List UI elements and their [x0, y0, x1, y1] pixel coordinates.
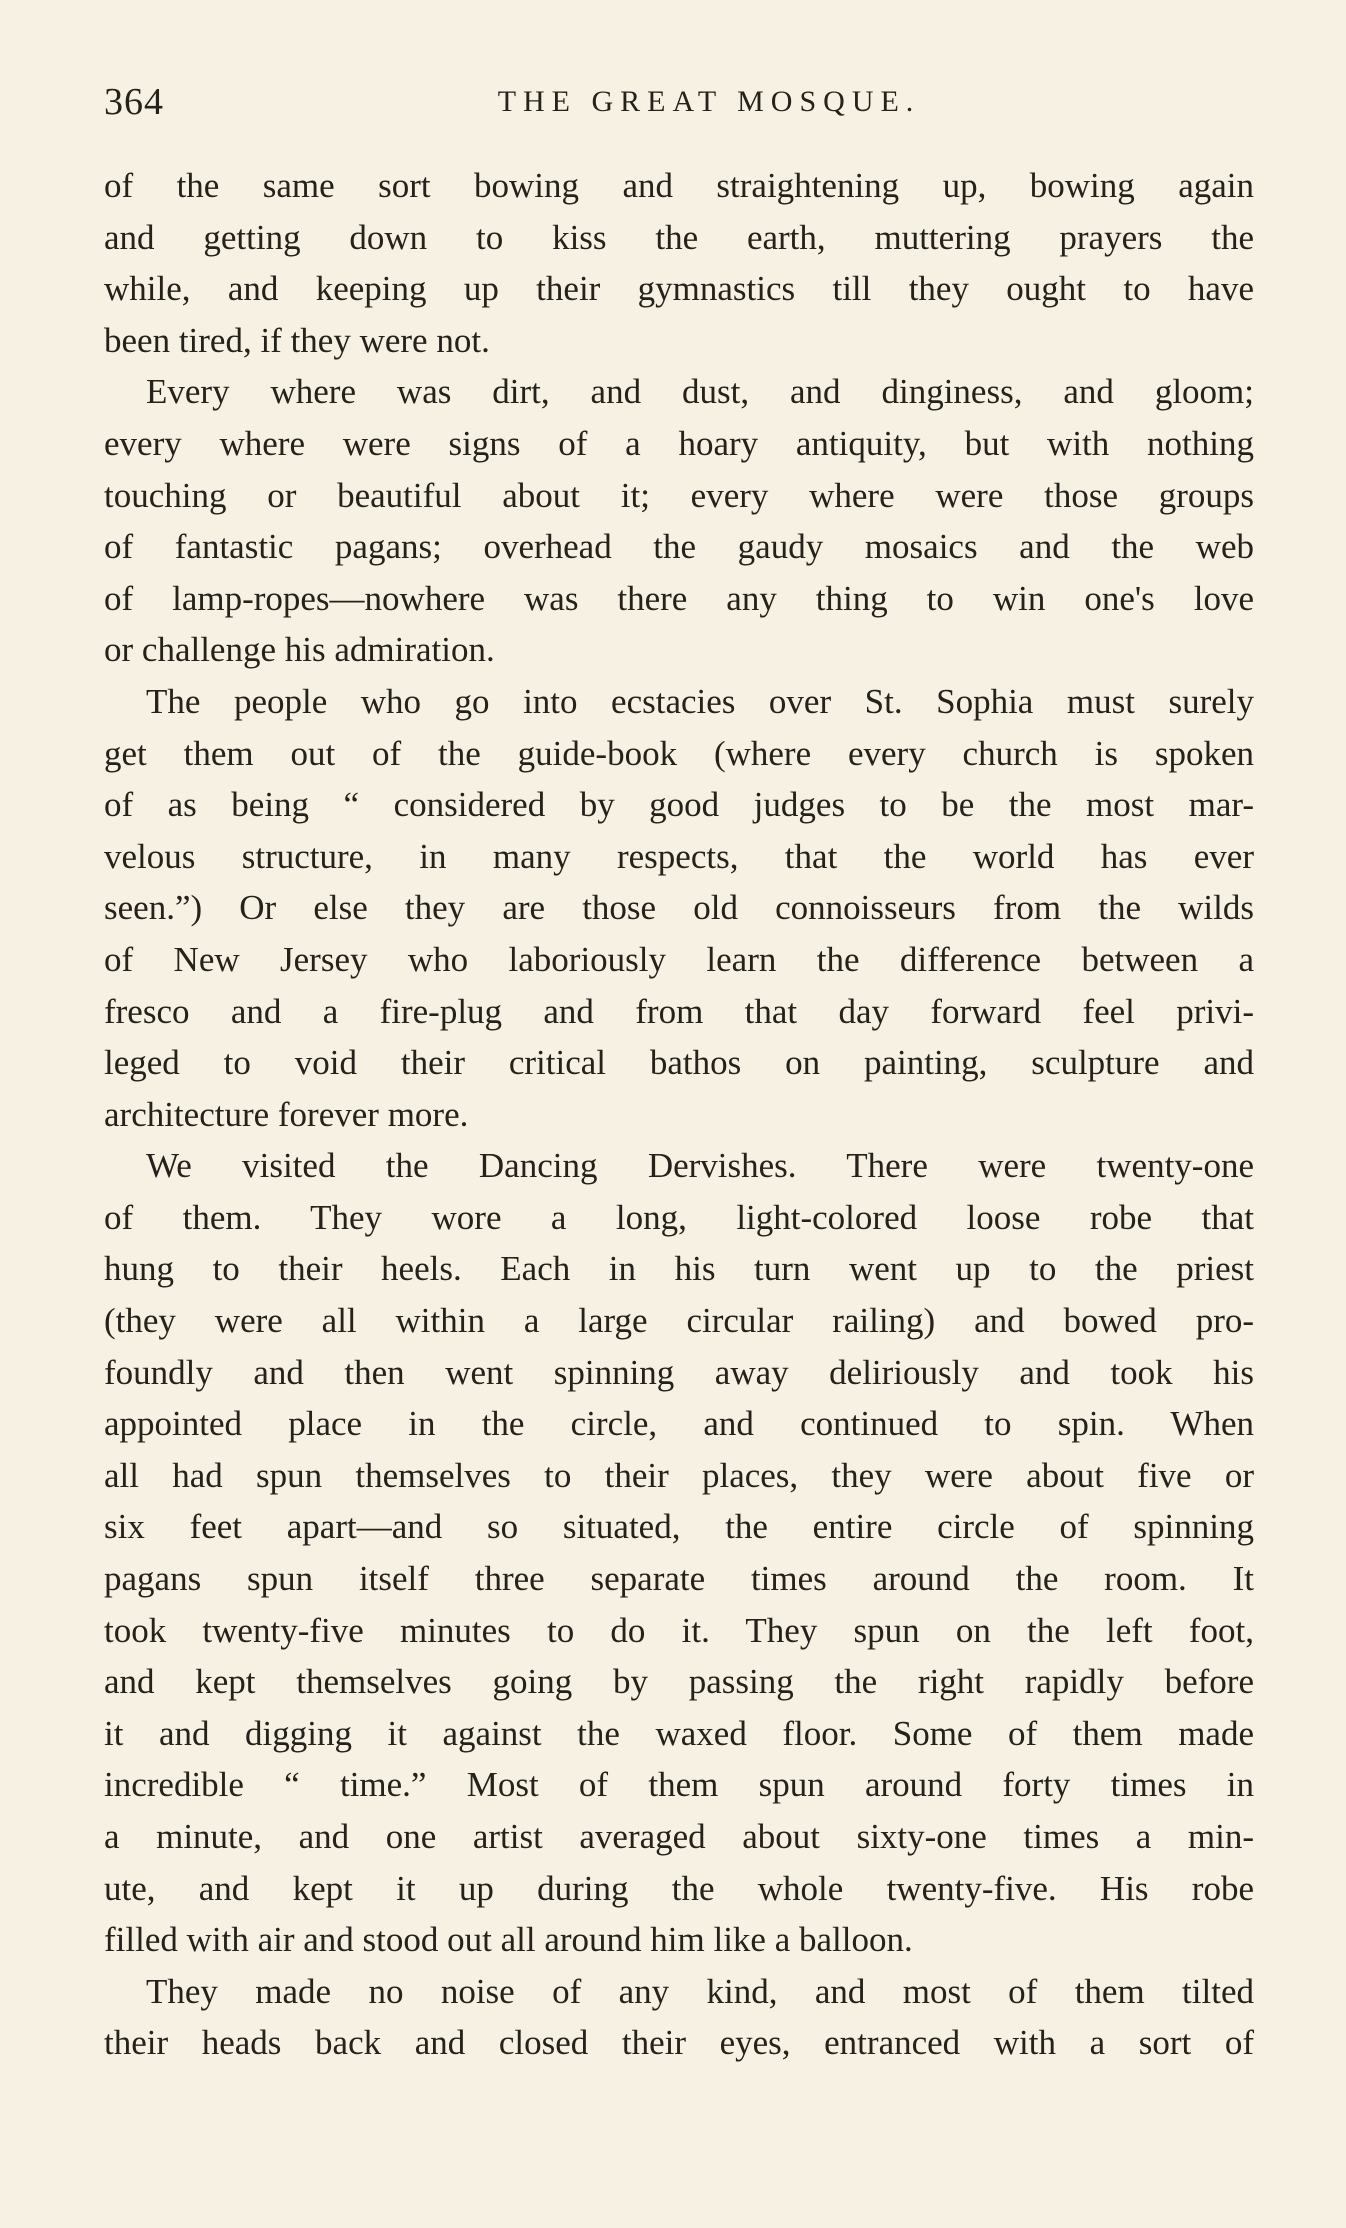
text-line: (they were all within a large circular railing) and bowed pro- — [104, 1301, 1254, 1341]
text-line: get them out of the guide-book (where every church is spoken — [104, 733, 1254, 773]
text-line: appointed place in the circle, and continued to spin. When — [104, 1404, 1254, 1444]
text-line: foundly and then went spinning away deliriously and took his — [104, 1352, 1254, 1392]
text-line: filled with air and stood out all around him like a balloon. — [104, 1920, 913, 1960]
text-line: every where were signs of a hoary antiquity, but with nothing — [104, 423, 1254, 463]
text-line: of as being “ considered by good judges to be the most mar- — [104, 785, 1254, 825]
running-title: THE GREAT MOSQUE. — [497, 85, 921, 118]
text-line: architecture forever more. — [104, 1094, 469, 1134]
text-line: been tired, if they were not. — [104, 320, 490, 360]
text-line: of the same sort bowing and straightening up, bowing again — [104, 166, 1254, 205]
text-line: all had spun themselves to their places, they were about five or — [104, 1455, 1254, 1495]
text-line: their heads back and closed their eyes, entranced with a sort of — [104, 2023, 1254, 2063]
text-line: a minute, and one artist averaged about sixty-one times a min- — [104, 1817, 1254, 1856]
text-line: leged to void their critical bathos on painting, sculpture and — [104, 1043, 1254, 1083]
text-line: took twenty-five minutes to do it. They spun on the left foot, — [104, 1610, 1254, 1650]
paragraph-2 — [104, 366, 1254, 676]
text-line: and kept themselves going by passing the right rapidly before — [104, 1662, 1254, 1702]
paragraph-5 — [104, 1966, 1254, 2069]
text-line: incredible “ time.” Most of them spun around forty times in — [104, 1765, 1254, 1805]
paragraph-3 — [104, 676, 1254, 1140]
text-line: touching or beautiful about it; every where were those groups — [104, 475, 1254, 515]
text-line: it and digging it against the waxed floor. Some of them made — [104, 1713, 1254, 1753]
text-line: fresco and a fire-plug and from that day forward feel privi- — [104, 991, 1254, 1031]
running-head — [104, 78, 1254, 126]
text-line: Every where was dirt, and dust, and dinginess, and gloom; — [146, 372, 1254, 412]
text-line: hung to their heels. Each in his turn went up to the priest — [104, 1249, 1254, 1289]
text-line: or challenge his admiration. — [104, 630, 495, 670]
text-line: of them. They wore a long, light-colored loose robe that — [104, 1197, 1254, 1237]
body-text — [104, 160, 1254, 2069]
text-line: and getting down to kiss the earth, muttering prayers the — [104, 217, 1254, 257]
text-line: of New Jersey who laboriously learn the difference between a — [104, 939, 1254, 979]
text-line: pagans spun itself three separate times around the room. It — [104, 1559, 1254, 1599]
text-line: while, and keeping up their gymnastics till they ought to have — [104, 269, 1254, 309]
paragraph-1 — [104, 160, 1254, 366]
text-line: ute, and kept it up during the whole twenty-five. His robe — [104, 1868, 1254, 1908]
text-line: We visited the Dancing Dervishes. There were twenty-one — [146, 1146, 1254, 1186]
text-line: They made no noise of any kind, and most of them tilted — [146, 1971, 1254, 2011]
text-line: of lamp-ropes—nowhere was there any thing to win one's love — [104, 578, 1254, 618]
paragraph-4 — [104, 1140, 1254, 1966]
text-line: seen.”) Or else they are those old connoisseurs from the wilds — [104, 888, 1254, 928]
text-line: velous structure, in many respects, that the world has ever — [104, 836, 1254, 876]
text-line: six feet apart—and so situated, the entire circle of spinning — [104, 1507, 1254, 1547]
page-number: 364 — [104, 81, 164, 123]
text-line: of fantastic pagans; overhead the gaudy mosaics and the web — [104, 527, 1254, 567]
text-line: The people who go into ecstacies over St. Sophia must surely — [146, 681, 1254, 721]
